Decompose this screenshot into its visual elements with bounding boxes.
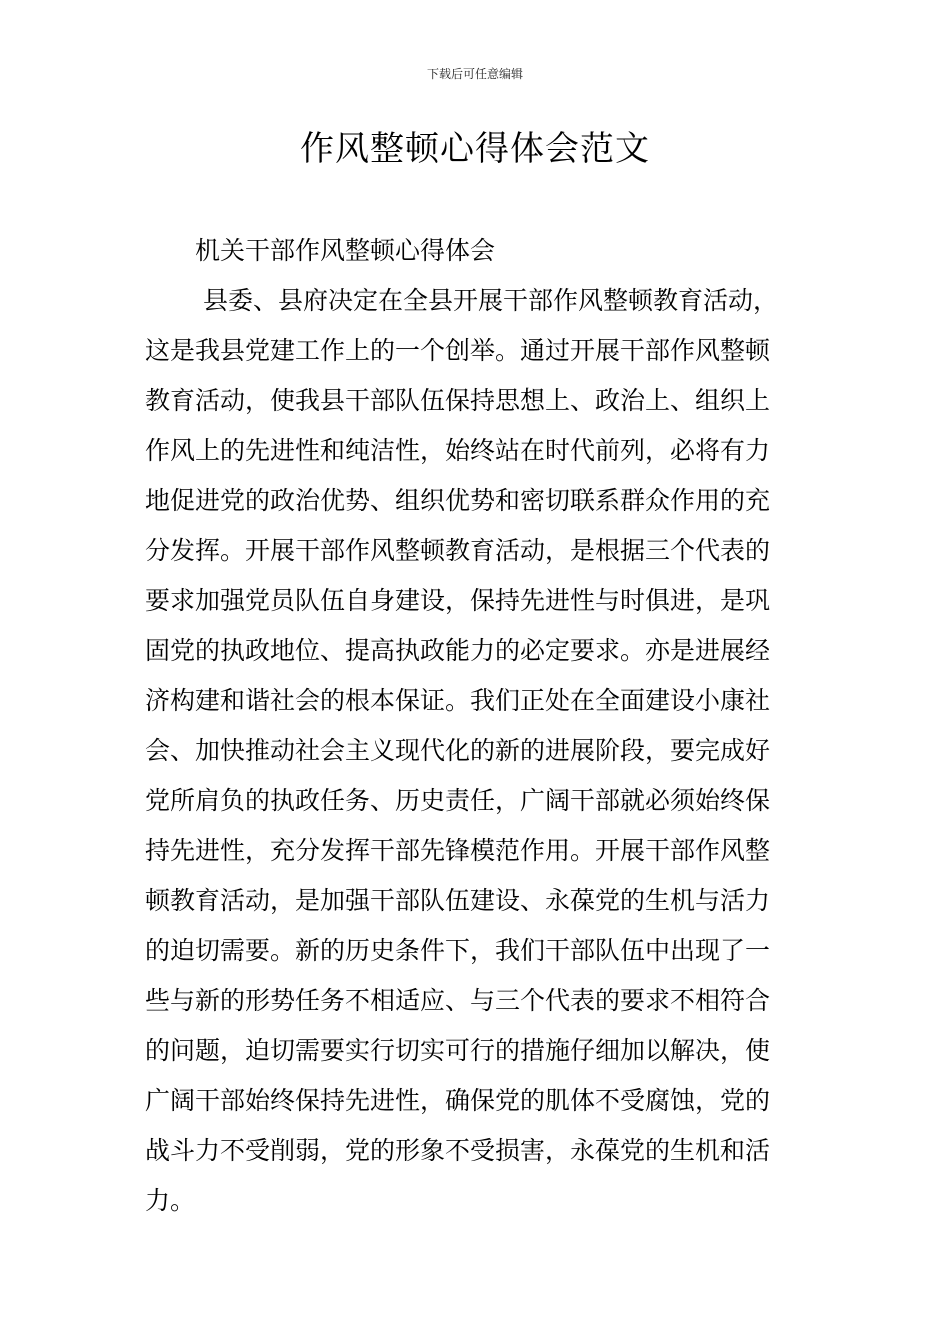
page-title: 作风整顿心得体会范文 [300, 129, 650, 169]
paragraph-line: 作风上的先进性和纯洁性，始终站在时代前列，必将有力 [145, 436, 771, 465]
paragraph-line: 战斗力不受削弱，党的形象不受损害，永葆党的生机和活 [145, 1136, 771, 1165]
paragraph-line: 些与新的形势任务不相适应、与三个代表的要求不相符合 [145, 986, 771, 1015]
paragraph-line: 固党的执政地位、提高执政能力的必定要求。亦是进展经 [145, 636, 771, 665]
paragraph-line: 顿教育活动，是加强干部队伍建设、永葆党的生机与活力 [145, 886, 771, 915]
body-paragraph [145, 276, 808, 1226]
paragraph-line: 会、加快推动社会主义现代化的新的进展阶段，要完成好 [145, 736, 771, 765]
paragraph-line: 地促进党的政治优势、组织优势和密切联系群众作用的充 [145, 486, 771, 515]
paragraph-line: 这是我县党建工作上的一个创举。通过开展干部作风整顿 [145, 336, 771, 365]
paragraph-line: 要求加强党员队伍自身建设，保持先进性与时俱进，是巩 [145, 586, 771, 615]
paragraph-line: 广阔干部始终保持先进性，确保党的肌体不受腐蚀，党的 [145, 1086, 771, 1115]
document-body [145, 226, 808, 1226]
paragraph-line: 县委、县府决定在全县开展干部作风整顿教育活动， [203, 286, 779, 315]
paragraph-line: 的迫切需要。新的历史条件下，我们干部队伍中出现了一 [145, 936, 771, 965]
paragraph-line: 力。 [145, 1186, 196, 1215]
paragraph-line: 持先进性，充分发挥干部先锋模范作用。开展干部作风整 [145, 836, 771, 865]
header-note: 下载后可任意编辑 [426, 67, 523, 81]
paragraph-line: 党所肩负的执政任务、历史责任，广阔干部就必须始终保 [145, 786, 771, 815]
paragraph-line: 分发挥。开展干部作风整顿教育活动，是根据三个代表的 [145, 536, 771, 565]
paragraph-line: 的问题，迫切需要实行切实可行的措施仔细加以解决，使 [145, 1036, 771, 1065]
paragraph-line: 教育活动，使我县干部队伍保持思想上、政治上、组织上 [145, 386, 771, 415]
paragraph-line: 济构建和谐社会的根本保证。我们正处在全面建设小康社 [145, 686, 771, 715]
section-subtitle: 机关干部作风整顿心得体会 [195, 236, 496, 265]
